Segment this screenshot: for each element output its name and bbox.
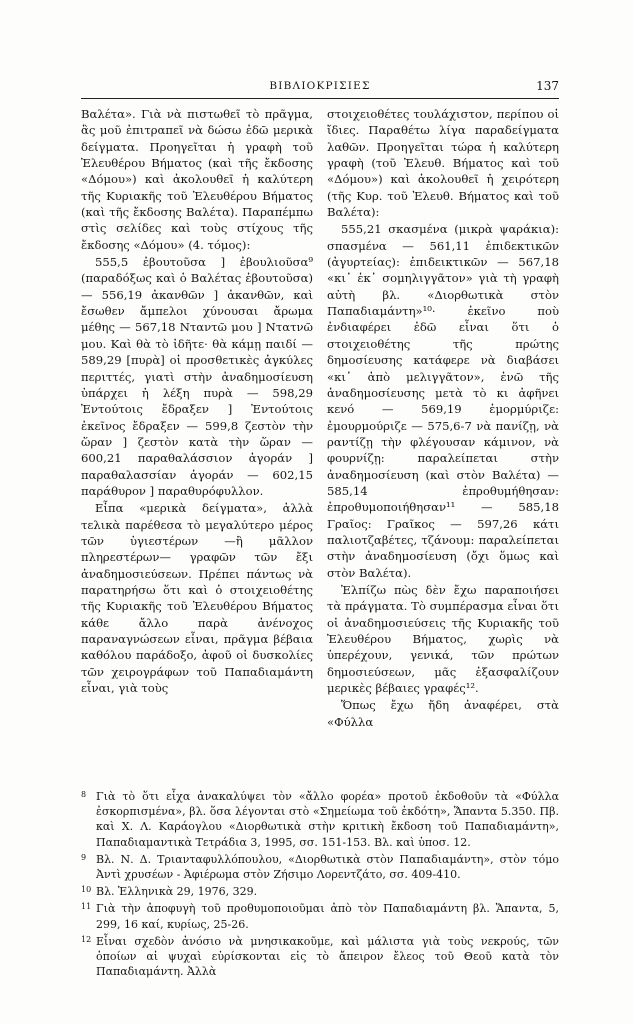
paragraph: Βαλέτα». Γιὰ νὰ πιστωθεῖ τὸ πρᾶγμα, ἂς μοῦ ἐπιτραπεῖ νὰ δώσω ἐδῶ μερικὰ δείγματα. Προηγεῖται ἡ γραφὴ τοῦ Ἐλευθέρου Βήματος (καὶ τῆς ἔκδοσης «Δόμου») καὶ ἀκολουθεῖ ἡ καλύτερη τῆς Κυριακῆς τοῦ Ἐλευθέρου Βήματος (καὶ τῆς ἔκδοσης Βαλέτα). Παραπέμπω στὶς σελίδες καὶ τοὺς στίχους τῆς ἔκδοσης «Δόμου» (4. τόμος):	[81, 107, 313, 252]
footnote-text: Γιὰ τὴν ἀποφυγὴ τοῦ προθυμοποιοῦμαι ἀπὸ τὸν Παπαδιαμάντη βλ. Ἅπαντα, 5, 299, 16 καί, κυρίως, 25-26.	[96, 902, 559, 931]
footnote-text: Βλ. Ἑλληνικὰ 29, 1976, 329.	[96, 885, 258, 899]
right-column	[327, 106, 559, 730]
footnote-number: 9	[81, 852, 87, 862]
footnote	[81, 934, 559, 980]
footnote-number: 8	[81, 790, 87, 799]
paragraph: στοιχειοθέτες τουλάχιστον, περίπου οἱ ἴδιες. Παραθέτω λίγα παραδείγματα λαθῶν. Προηγεῖται τώρα ἡ καλύτερη γραφὴ (τοῦ Ἐλευθ. Βήματος καὶ τοῦ «Δόμου») καὶ ἀκολουθεῖ ἡ χειρότερη (τῆς Κυρ. τοῦ Ἐλευθ. Βήματος καὶ τοῦ Βαλέτα):	[327, 107, 559, 220]
header-rule	[81, 98, 559, 99]
footnote-number: 11	[81, 902, 92, 912]
footnote	[81, 884, 559, 899]
paragraph: Ἐλπίζω πὼς δὲν ἔχω παραποιήσει τὰ πράγματα. Τὸ συμπέρασμα εἶναι ὅτι οἱ ἀναδημοσιεύσεις τῆς Κυριακῆς τοῦ Ἐλευθέρου Βήματος, χωρὶς νὰ ὑπερέχουν, γενικά, τῶν πρώτων δημοσιεύσεων, μᾶς ἐξασφαλίζουν μερικὲς βέβαιες γραφές¹².	[327, 582, 559, 696]
footnote	[81, 901, 559, 931]
footnote	[81, 789, 559, 850]
footnote	[81, 852, 559, 882]
footnote-number: 12	[81, 934, 92, 944]
left-column	[81, 106, 313, 696]
footnote-text: Βλ. Ν. Δ. Τριανταφυλλόπουλου, «Διορθωτικὰ στὸν Παπαδιαμάντη», στὸν τόμο Ἀντὶ χρυσέων - Ἀφιέρωμα στὸν Ζήσιμο Λορεντζάτο, σσ. 409-410.	[96, 852, 559, 882]
paragraph: 555,5 ἐβουτοῦσα ] ἐβουλιοῦσα⁹ (παραδόξως καὶ ὁ Βαλέτας ἐβουτοῦσα) — 556,19 ἀκανθῶν ] ἀκανθῶν, καὶ ἔσωθεν ἄμπελοι χύνουσαι ἄρωμα μέθης — 567,18 Νταντῶ μου ] Ντατνῶ μου. Καὶ θὰ τὸ ἰδῆτε· θὰ κάμῃ παιδί — 589,29 [πυρὰ] οἱ προσθετικὲς ἀγκύλες περιττές, γιατὶ στὴν ἀναδημοσίευση ὑπάρχει ἡ λέξη πυρὰ — 598,29 Ἐντούτοις ἔδραξεν ] Ἐντούτοις ἐκεῖνος ἔδραξεν — 599,8 ζεστὸν τὴν ὥραν ] ζεστὸν κατὰ τὴν ὥραν — 600,21 παραθαλάσσιον ἀγοράν ] παραθαλασσίαν ἀγοράν — 602,15 παράθυρον ] παραθυρόφυλλον.	[81, 255, 313, 498]
page-number: 137	[536, 79, 559, 93]
paragraph: 555,21 σκασμένα (μικρὰ ψαράκια): σπασμένα — 561,11 ἐπιδεκτικῶν (ἀγυρτείας): ἐπιδεικτικῶν — 567,18 «κι᾿ ἐκ᾿ σομηλιγγᾶτον» γιὰ τὴ γραφὴ αὐτὴ βλ. «Διορθωτικὰ στὸν Παπαδιαμάντη»¹⁰· ἐκεῖνο ποὺ ἐνδιαφέρει ἐδῶ εἶναι ὅτι ὁ στοιχειοθέτης τῆς πρώτης δημοσίευσης κατάφερε νὰ διαβάσει «κι᾿ ἀπὸ μελιγγᾶτον», ἐνῶ τῆς ἀναδημοσίευσης μετὰ τὸ κι ἀφῆνει κενό — 569,19 ἐμορμύριζε: ἐμουρμούριζε — 575,6-7 νὰ πανίζῃ, νὰ ραντίζῃ τὴν φλέγουσαν κάμινον, νὰ φουρνίζῃ: παραλείπεται στὴν ἀναδημοσίευση (καὶ στὸν Βαλέτα) — 585,14 ἐπροθυμήθησαν: ἐπροθυμοποιήθησαν¹¹ — 585,18 Γραῖος: Γραῖκος — 597,26 κάτι παλιοτζαβέτες, τζάνουμ: παραλείπεται στὴν ἀναδημοσίευση (ὄχι ὅμως καὶ στὸν Βαλέτα).	[327, 222, 559, 580]
footnote-text: Γιὰ τὸ ὅτι εἶχα ἀνακαλύψει τὸν «ἄλλο φορέα» προτοῦ ἐκδοθοῦν τὰ «Φύλλα ἐσκορπισμένα», βλ. ὅσα λέγονται στὸ «Σημείωμα τοῦ ἐκδότη», Ἅπαντα 5.350. Πβ. καὶ Χ. Λ. Καράογλου «Διορθωτικὰ στὴν κριτικὴ ἔκδοση τοῦ Παπαδιαμάντη», Παπαδιαμαντικὰ Τετράδια 3, 1995, σσ. 151-153. Βλ. καὶ ὑποσ. 12.	[96, 790, 559, 849]
page-header	[81, 79, 559, 95]
running-head: ΒΙΒΛΙΟΚΡΙΣΙΕΣ	[269, 80, 371, 92]
paragraph: Εἶπα «μερικὰ δείγματα», ἀλλὰ τελικὰ παρέθεσα τὸ μεγαλύτερο μέρος τῶν ὑγιεστέρων —ἢ μᾶλλον πληρεστέρων— γραφῶν τῶν ἔξι ἀναδημοσιεύσεων. Πρέπει πάντως νὰ παρατηρήσω ὅτι καὶ ὁ στοιχειοθέτης τῆς Κυριακῆς τοῦ Ἐλευθέρου Βήματος κάθε ἄλλο παρὰ ἀνένοχος παραναγνώσεων εἶναι, πρᾶγμα βέβαια καθόλου παράδοξο, ἀφοῦ οἱ δυσκολίες τῶν χειρογράφων τοῦ Παπαδιαμάντη εἶναι, γιὰ τοὺς	[81, 501, 313, 696]
footnotes	[81, 789, 559, 981]
paragraph: Ὅπως ἔχω ἤδη ἀναφέρει, στὰ «Φύλλα	[327, 698, 559, 729]
footnote-number: 10	[81, 885, 92, 895]
footnote-text: Εἶναι σχεδὸν ἀνόσιο νὰ μνησικακοῦμε, καὶ μάλιστα γιὰ τοὺς νεκρούς, τῶν ὁποίων αἱ ψυχαὶ εὑρίσκονται εἰς τὸ ἄπειρον ἔλεος τοῦ Θεοῦ κατὰ τὸν Παπαδιαμάντη. Ἀλλὰ	[96, 934, 559, 979]
